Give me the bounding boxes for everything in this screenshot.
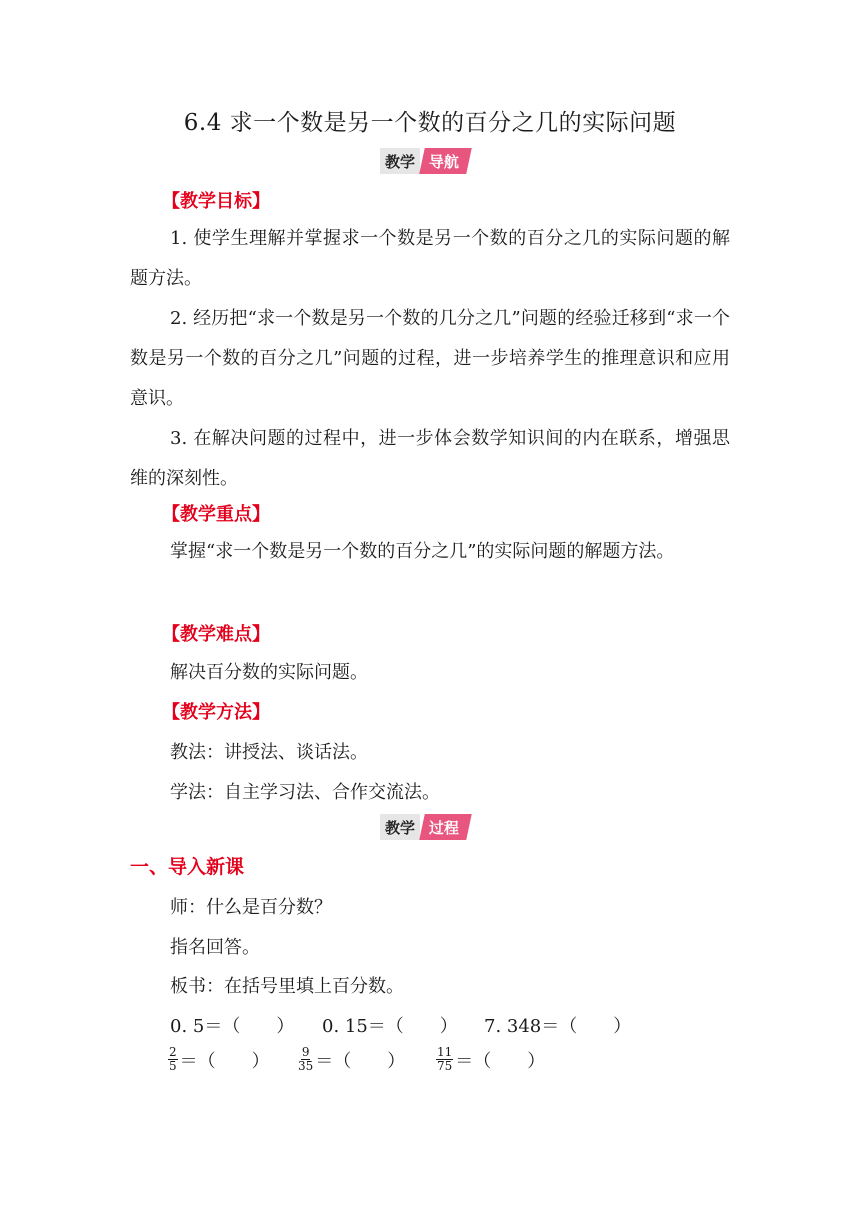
badge-label-left: 教学 — [380, 814, 420, 840]
blank-answer: ＝（ ） — [179, 1050, 270, 1072]
teaching-method: 教法：讲授法、谈话法。 — [170, 742, 368, 763]
numerator: 2 — [169, 1045, 177, 1059]
denominator: 35 — [298, 1059, 314, 1073]
teaching-process-badge — [380, 814, 469, 840]
numerator: 9 — [301, 1045, 310, 1059]
decimal-exercise-1: 0. 5＝（ ） — [170, 1016, 295, 1037]
difficulties-text: 解决百分数的实际问题。 — [170, 662, 368, 683]
badge-label-right: 过程 — [429, 818, 460, 837]
page-title: 6.4 求一个数是另一个数的百分之几的实际问题 — [183, 110, 677, 136]
denominator: 5 — [169, 1059, 177, 1073]
fraction — [298, 1046, 313, 1073]
methods-heading: 【教学方法】 — [162, 702, 270, 723]
badge-label-right-box — [419, 148, 472, 174]
section-line-3: 板书：在括号里填上百分数。 — [170, 976, 404, 997]
fraction — [168, 1046, 178, 1073]
blank-answer: ＝（ ） — [455, 1050, 546, 1072]
decimal-exercise-2: 0. 15＝（ ） — [322, 1016, 458, 1037]
numerator: 11 — [437, 1045, 453, 1059]
decimal-exercise-3: 7. 348＝（ ） — [484, 1016, 632, 1037]
objectives-heading: 【教学目标】 — [162, 191, 270, 212]
badge-label-right-box — [419, 814, 472, 840]
fraction-exercise-2 — [298, 1046, 405, 1073]
difficulties-heading: 【教学难点】 — [162, 624, 270, 645]
teaching-nav-badge — [380, 148, 469, 174]
section-line-1: 师：什么是百分数？ — [170, 897, 332, 918]
objective-item-2: 2. 经历把“求一个数是另一个数的几分之几”问题的经验迁移到“求一个数是另一个数的百分之几”问题的过程，进一步培养学生的推理意识和应用意识。 — [130, 308, 730, 409]
badge-label-left: 教学 — [380, 148, 420, 174]
section-heading-intro: 一、导入新课 — [130, 856, 245, 878]
fraction-exercise-1 — [168, 1046, 270, 1073]
key-points-text: 掌握“求一个数是另一个数的百分之几”的实际问题的解题方法。 — [170, 541, 675, 562]
objective-item-1: 1. 使学生理解并掌握求一个数是另一个数的百分之几的实际问题的解题方法。 — [130, 228, 730, 289]
fraction — [436, 1046, 453, 1073]
section-line-2: 指名回答。 — [170, 937, 260, 958]
learning-method: 学法：自主学习法、合作交流法。 — [170, 782, 440, 803]
badge-label-right: 导航 — [429, 152, 460, 171]
fraction-exercise-3 — [436, 1046, 545, 1073]
key-points-heading: 【教学重点】 — [162, 504, 270, 525]
objective-item-3: 3. 在解决问题的过程中，进一步体会数学知识间的内在联系，增强思维的深刻性。 — [130, 428, 730, 489]
blank-answer: ＝（ ） — [315, 1050, 406, 1072]
denominator: 75 — [437, 1059, 453, 1073]
